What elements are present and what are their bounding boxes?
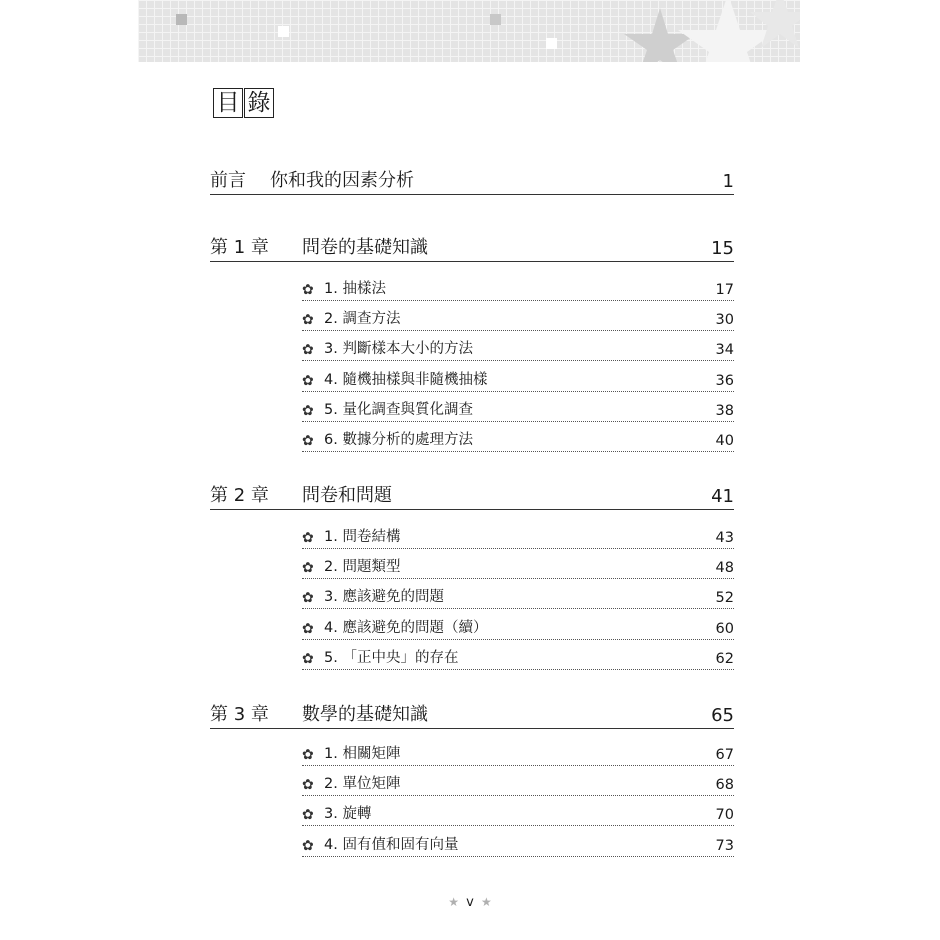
section-page: 40	[715, 433, 734, 449]
section-page: 60	[715, 621, 734, 637]
section-label: 4. 隨機抽樣與非隨機抽樣	[324, 372, 488, 388]
section-page: 36	[715, 373, 734, 389]
section-label: 5. 「正中央」的存在	[324, 650, 459, 666]
section-row[interactable]	[302, 801, 734, 826]
section-label: 1. 抽樣法	[324, 281, 386, 297]
flower-bullet-icon: ✿	[302, 590, 314, 606]
section-label: 3. 應該避免的問題	[324, 589, 444, 605]
chapter-row[interactable]	[210, 702, 734, 729]
chapter-number: 第 3 章	[210, 704, 269, 725]
chapter-page: 15	[711, 238, 734, 259]
section-row[interactable]	[302, 584, 734, 609]
section-row[interactable]	[302, 427, 734, 452]
section-label: 3. 旋轉	[324, 806, 372, 822]
flower-bullet-icon: ✿	[302, 838, 314, 854]
section-row[interactable]	[302, 554, 734, 579]
section-row[interactable]	[302, 276, 734, 301]
chapter-row[interactable]	[210, 483, 734, 510]
decorative-square	[546, 38, 557, 49]
section-row[interactable]	[302, 524, 734, 549]
preface-row[interactable]	[210, 168, 734, 195]
section-page: 17	[715, 282, 734, 298]
chapter-title: 問卷和問題	[302, 485, 392, 506]
section-label: 3. 判斷樣本大小的方法	[324, 341, 473, 357]
flower-bullet-icon: ✿	[302, 403, 314, 419]
section-row[interactable]	[302, 397, 734, 422]
section-label: 1. 相關矩陣	[324, 746, 401, 762]
section-label: 4. 應該避免的問題（續）	[324, 620, 488, 636]
section-page: 70	[715, 807, 734, 823]
page-footer	[0, 895, 940, 910]
chapter-number: 第 1 章	[210, 237, 269, 258]
section-label: 1. 問卷結構	[324, 529, 401, 545]
chapter-page: 41	[711, 486, 734, 507]
section-page: 67	[715, 747, 734, 763]
section-row[interactable]	[302, 367, 734, 392]
chapter-title: 問卷的基礎知識	[302, 237, 428, 258]
title-char: 目	[213, 88, 243, 118]
title-char: 錄	[244, 88, 274, 118]
flower-bullet-icon: ✿	[302, 560, 314, 576]
flower-bullet-icon: ✿	[302, 433, 314, 449]
section-row[interactable]	[302, 832, 734, 857]
preface-label: 前言	[210, 170, 246, 191]
section-page: 68	[715, 777, 734, 793]
section-page: 62	[715, 651, 734, 667]
flower-bullet-icon: ✿	[302, 777, 314, 793]
preface-page: 1	[722, 171, 734, 192]
section-label: 2. 調查方法	[324, 311, 401, 327]
chapter-page: 65	[711, 705, 734, 726]
section-label: 5. 量化調查與質化調查	[324, 402, 473, 418]
flower-bullet-icon: ✿	[302, 651, 314, 667]
chapter-number: 第 2 章	[210, 485, 269, 506]
chapter-row[interactable]	[210, 235, 734, 262]
page-number: v	[466, 895, 474, 910]
section-label: 2. 問題類型	[324, 559, 401, 575]
section-page: 38	[715, 403, 734, 419]
chapter-title: 數學的基礎知識	[302, 704, 428, 725]
flower-bullet-icon: ✿	[302, 282, 314, 298]
decorative-square	[278, 26, 289, 37]
star-icon: ★	[448, 895, 459, 909]
decorative-square	[176, 14, 187, 25]
header-decoration	[138, 0, 800, 62]
flower-bullet-icon: ✿	[302, 373, 314, 389]
section-label: 2. 單位矩陣	[324, 776, 401, 792]
flower-bullet-icon: ✿	[302, 621, 314, 637]
section-row[interactable]	[302, 771, 734, 796]
flower-bullet-icon: ✿	[302, 312, 314, 328]
section-page: 34	[715, 342, 734, 358]
section-row[interactable]	[302, 336, 734, 361]
section-page: 48	[715, 560, 734, 576]
section-row[interactable]	[302, 741, 734, 766]
section-page: 52	[715, 590, 734, 606]
preface-title: 你和我的因素分析	[270, 170, 414, 191]
page-title	[213, 88, 275, 118]
section-row[interactable]	[302, 615, 734, 640]
section-page: 73	[715, 838, 734, 854]
decorative-square	[490, 14, 501, 25]
flower-bullet-icon: ✿	[302, 530, 314, 546]
section-label: 4. 固有值和固有向量	[324, 837, 459, 853]
star-icon: ★	[480, 895, 492, 909]
section-row[interactable]	[302, 306, 734, 331]
section-label: 6. 數據分析的處理方法	[324, 432, 473, 448]
flower-bullet-icon: ✿	[302, 342, 314, 358]
section-page: 43	[715, 530, 734, 546]
flower-bullet-icon: ✿	[302, 807, 314, 823]
star-decoration-icon	[610, 0, 800, 62]
section-row[interactable]	[302, 645, 734, 670]
section-page: 30	[715, 312, 734, 328]
flower-bullet-icon: ✿	[302, 747, 314, 763]
